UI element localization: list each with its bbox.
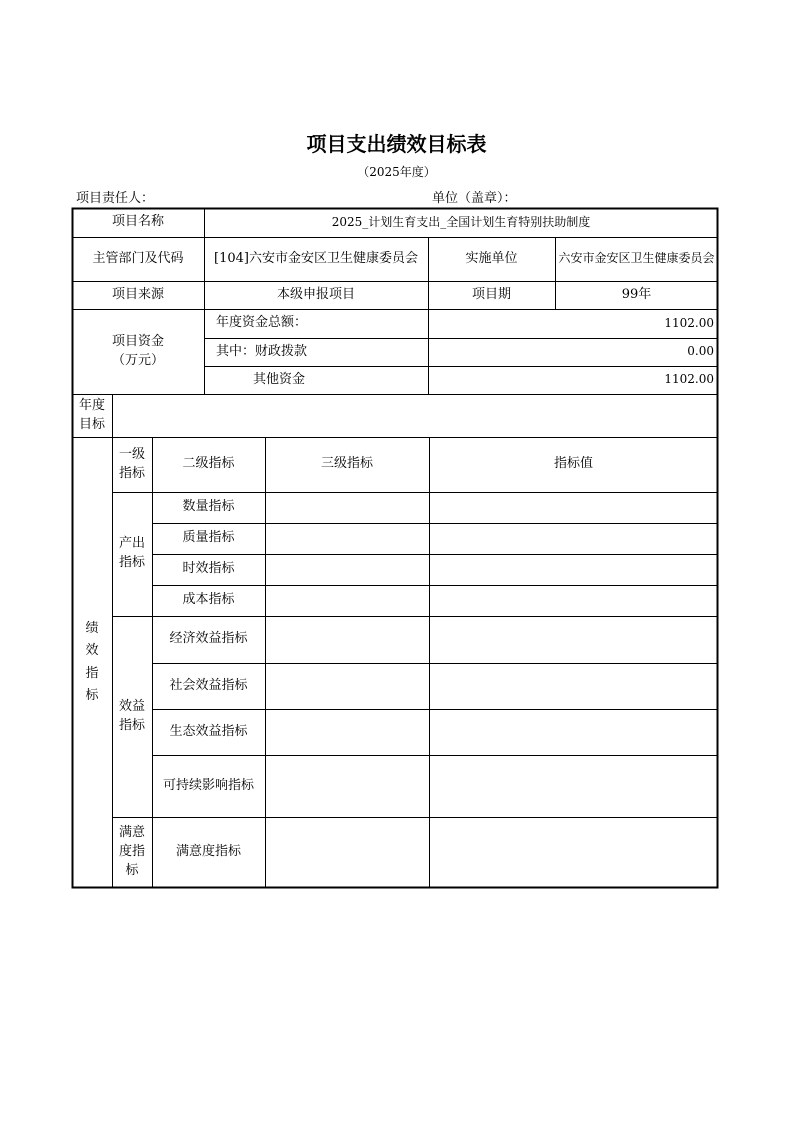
timeliness-indicator: 时效指标: [182, 561, 235, 577]
source-label: 项目来源: [111, 286, 164, 302]
responsible-person-label: 项目责任人：: [76, 191, 155, 206]
satisfaction-group-label-text: 满意度指标: [118, 825, 145, 878]
total-funds-value: 1102.00: [664, 315, 714, 330]
total-funds-label: 年度资金总额：: [216, 315, 308, 331]
level2-header: 二级指标: [182, 456, 235, 472]
perf-indicators-label-text: 绩效指标: [85, 621, 99, 703]
output-indicators-label-text: 产出指标: [118, 536, 145, 570]
satisfaction-indicator: 满意度指标: [175, 844, 241, 860]
cost-indicator: 成本指标: [182, 592, 235, 608]
output-indicators-label: [112, 492, 152, 616]
unit-seal-label: 单位（盖章）：: [432, 191, 517, 206]
satisfaction-group-label: [112, 817, 152, 888]
benefit-indicators-label: [112, 616, 152, 817]
period-value: 99年: [621, 286, 652, 302]
fiscal-year: （2025年度）: [357, 165, 436, 179]
dept-value: [104]六安市金安区卫生健康委员会: [214, 250, 418, 266]
period-label: 项目期: [471, 286, 511, 302]
project-name-value: 2025_计划生育支出_全国计划生育特别扶助制度: [331, 214, 591, 229]
impl-unit-label: 实施单位: [465, 250, 518, 266]
level3-header: 三级指标: [320, 456, 373, 472]
sustainable-impact-indicator: 可持续影响指标: [162, 777, 254, 793]
perf-indicators-label: [72, 437, 112, 888]
benefit-indicators-label-text: 效益指标: [118, 698, 145, 733]
annual-goal-label-text: 年度目标: [78, 397, 105, 432]
other-funds-label: 其他资金: [252, 371, 305, 387]
funds-label: [72, 309, 204, 394]
level1-header: [112, 437, 152, 492]
funds-label-text: 项目资金（万元）: [111, 333, 164, 368]
page-title: 项目支出绩效目标表: [306, 132, 487, 156]
annual-goal-value: [112, 394, 718, 437]
other-funds-value: 1102.00: [664, 372, 714, 387]
quantity-indicator: 数量指标: [182, 499, 235, 515]
dept-label: 主管部门及代码: [92, 250, 184, 266]
annual-goal-label: [72, 394, 112, 437]
indicator-value-header: 指标值: [553, 456, 593, 472]
ecological-benefit-indicator: 生态效益指标: [169, 723, 248, 739]
quality-indicator: 质量指标: [182, 530, 235, 546]
social-benefit-indicator: 社会效益指标: [169, 677, 248, 693]
project-name-label: 项目名称: [111, 214, 164, 230]
source-value: 本级申报项目: [276, 286, 355, 302]
fiscal-funds-value: 0.00: [687, 344, 714, 359]
impl-unit-value: 六安市金安区卫生健康委员会: [558, 251, 715, 266]
economic-benefit-indicator: 经济效益指标: [169, 631, 248, 647]
level1-header-text: 一级指标: [118, 446, 145, 481]
fiscal-funds-label: 其中：财政拨款: [216, 343, 308, 359]
